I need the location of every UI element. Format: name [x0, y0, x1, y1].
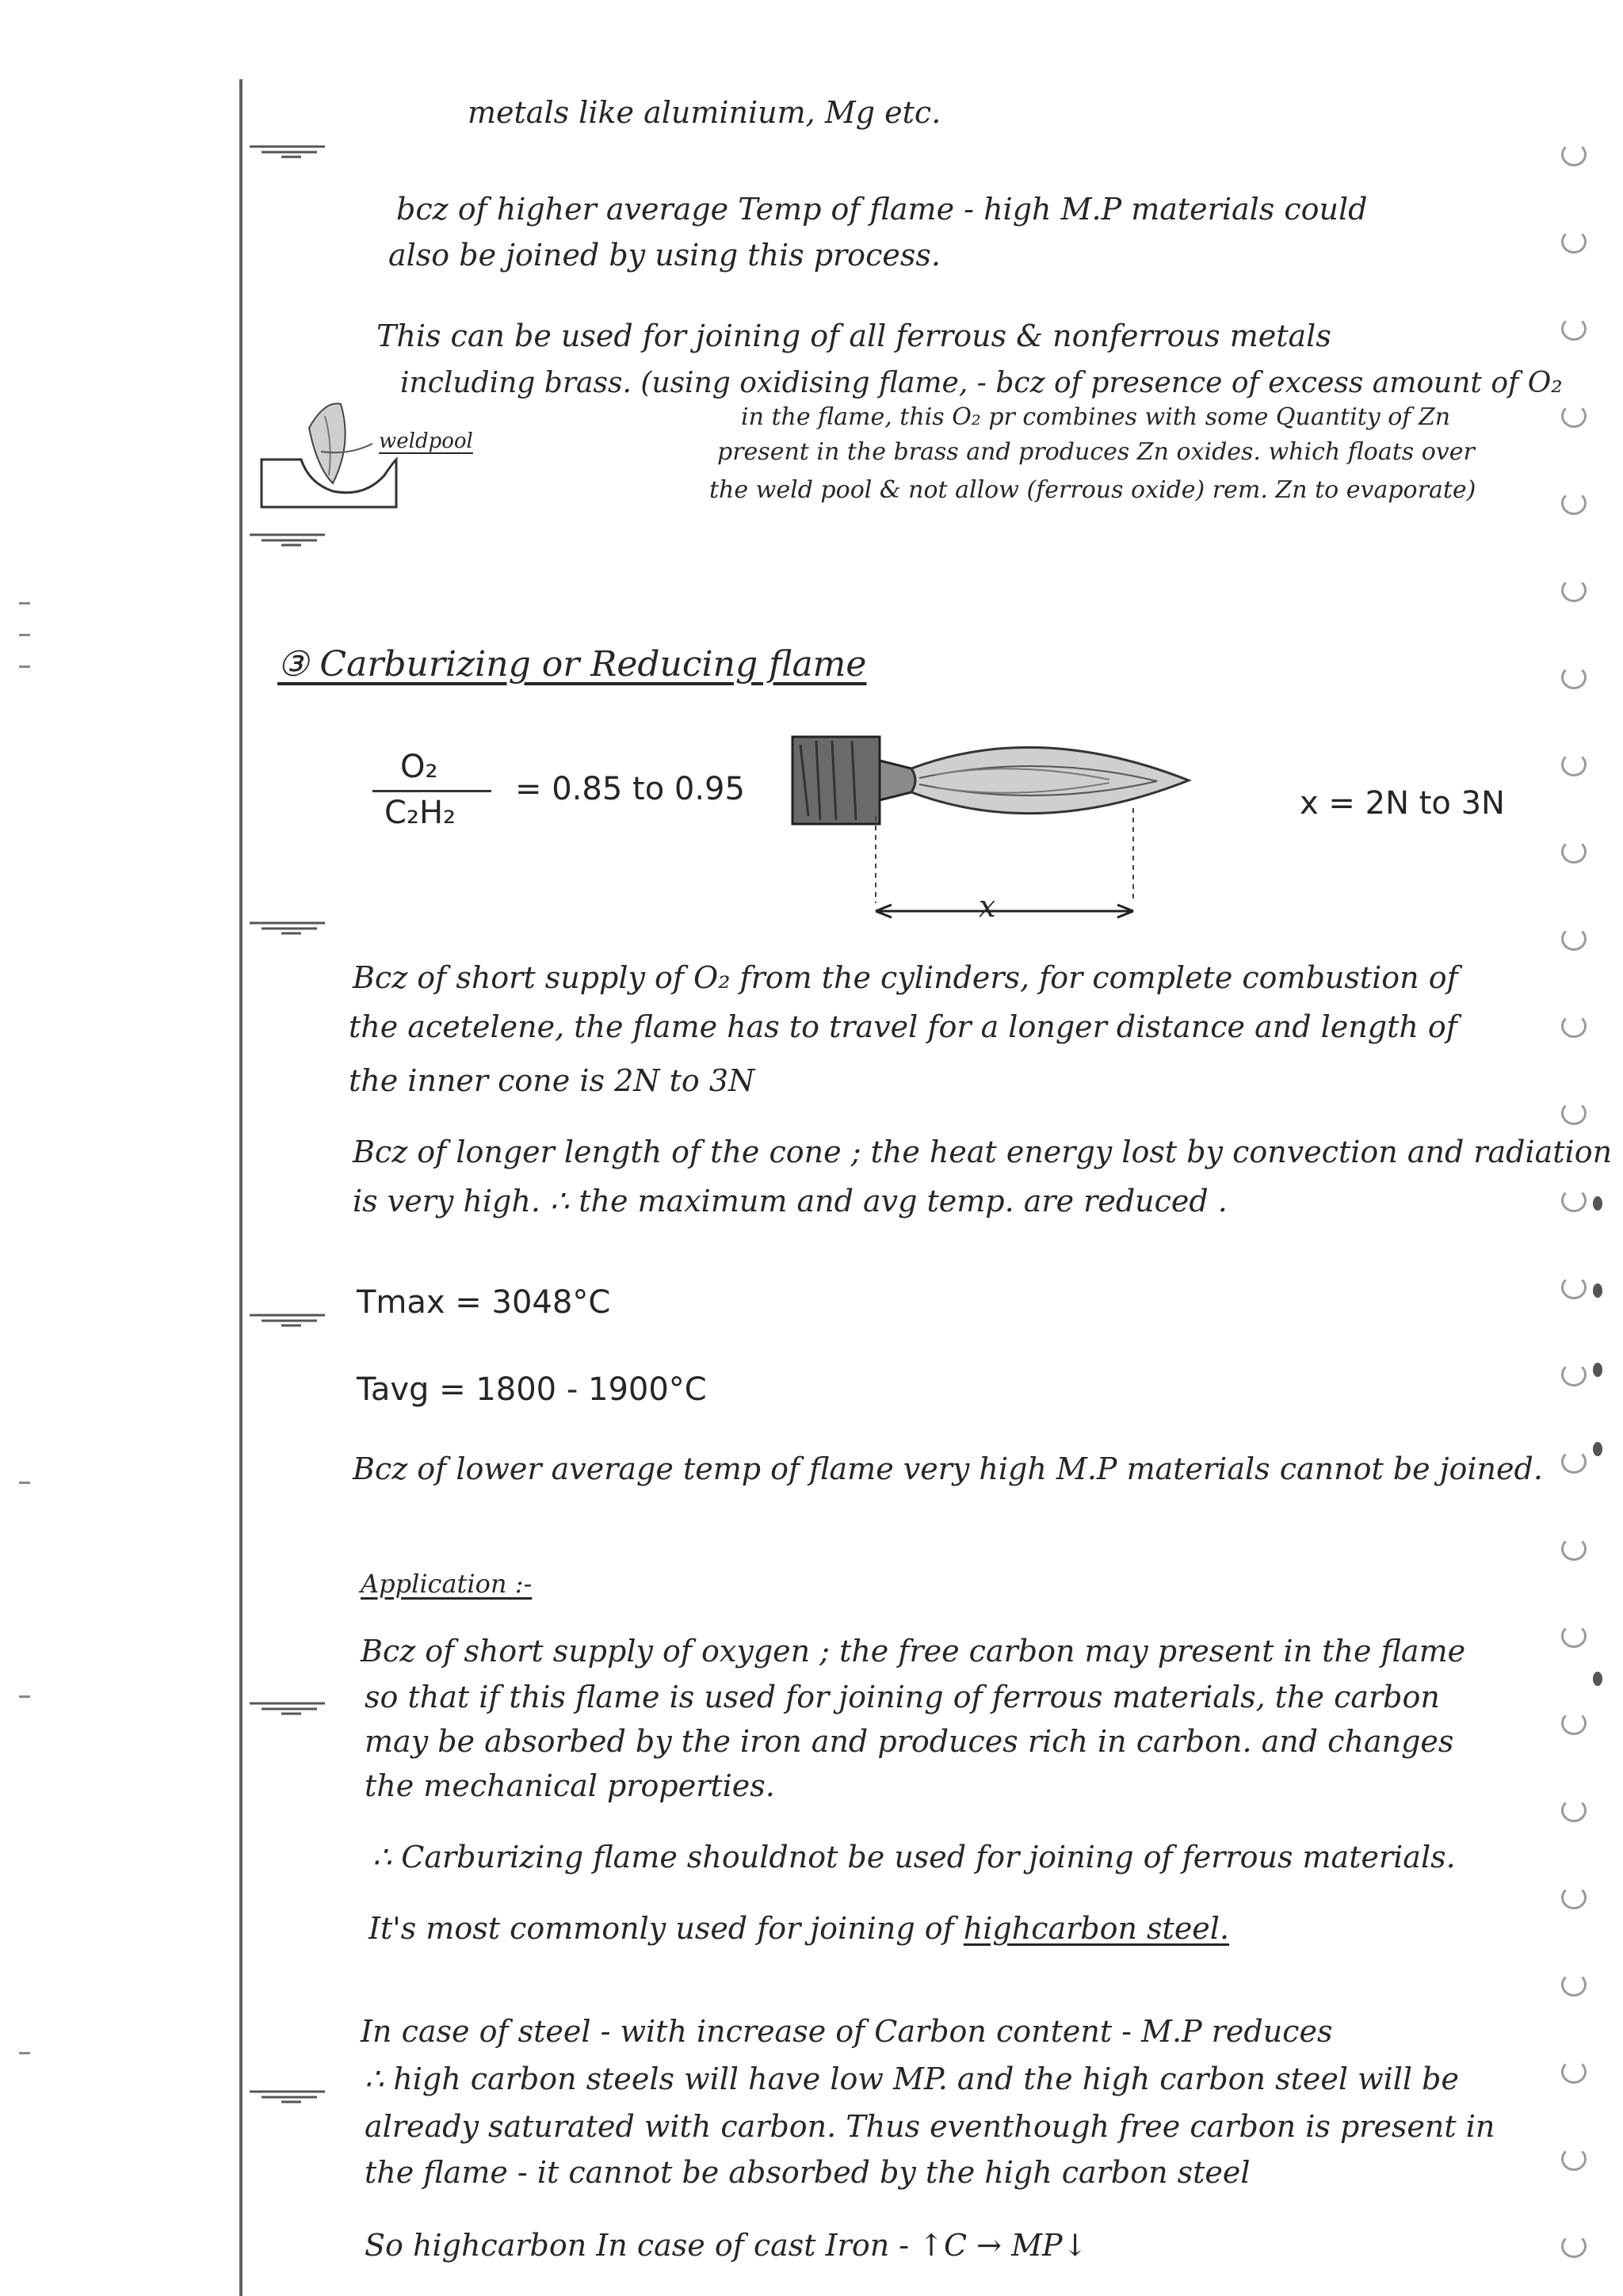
punch-mark-icon	[246, 1691, 333, 1723]
note-text: It's most commonly used for joining of	[369, 1911, 954, 1946]
page-edge-marks	[0, 0, 48, 2296]
note-line: So highcarbon In case of cast Iron - ↑C → MP↓	[365, 2228, 1088, 2263]
note-line: may be absorbed by the iron and produces rich in carbon. and changes	[365, 1724, 1454, 1759]
application-label: Application :-	[361, 1569, 533, 1599]
note-line: Bcz of lower average temp of flame very high M.P materials cannot be joined.	[353, 1451, 1543, 1486]
note-line: already saturated with carbon. Thus eventhough free carbon is present in	[365, 2109, 1495, 2144]
note-line: the weld pool & not allow (ferrous oxide) rem. Zn to evaporate)	[709, 476, 1476, 504]
tmax-value: Tmax = 3048°C	[357, 1284, 611, 1321]
note-line: metals like aluminium, Mg etc.	[468, 95, 941, 130]
note-line: This can be used for joining of all ferrous & nonferrous metals	[376, 318, 1331, 353]
cone-length-label: x	[979, 889, 996, 924]
note-line: Bcz of short supply of O₂ from the cylinders, for complete combustion of	[353, 960, 1458, 995]
oxygen-acetylene-ratio	[372, 749, 745, 836]
note-line: Bcz of short supply of oxygen ; the free carbon may present in the flame	[361, 1634, 1466, 1669]
ratio-numerator: O₂	[400, 749, 438, 785]
weld-pool-label: weldpool	[379, 429, 473, 453]
note-line: in the flame, this O₂ pr combines with some Quantity of Zn	[741, 403, 1451, 431]
carburizing-flame-sketch	[777, 729, 1220, 935]
note-line: the inner cone is 2N to 3N	[349, 1063, 755, 1098]
note-line: also be joined by using this process.	[388, 238, 941, 273]
note-line: is very high. ∴ the maximum and avg temp. are reduced .	[353, 1184, 1228, 1219]
tavg-value: Tavg = 1800 - 1900°C	[357, 1371, 707, 1408]
weld-pool-sketch	[254, 396, 491, 523]
punch-mark-icon	[246, 2080, 333, 2111]
punch-mark-icon	[246, 1303, 333, 1335]
note-line: present in the brass and produces Zn oxides. which floats over	[717, 438, 1475, 466]
ratio-denominator: C₂H₂	[384, 795, 456, 831]
note-line: so that if this flame is used for joining of ferrous materials, the carbon	[365, 1680, 1440, 1714]
punch-mark-icon	[246, 523, 333, 555]
note-line: ∴ high carbon steels will have low MP. and the high carbon steel will be	[365, 2061, 1459, 2096]
punch-mark-icon	[246, 135, 333, 166]
highlighted-term: highcarbon steel.	[963, 1911, 1230, 1946]
margin-line	[239, 79, 242, 2296]
cone-length-relation: x = 2N to 3N	[1300, 785, 1505, 822]
section-heading: ③ Carburizing or Reducing flame	[277, 644, 867, 685]
note-line: Bcz of longer length of the cone ; the heat energy lost by convection and radiation	[353, 1135, 1613, 1169]
note-line: including brass. (using oxidising flame, - bcz of presence of excess amount of O₂	[400, 367, 1563, 399]
note-line: the acetelene, the flame has to travel for a longer distance and length of	[349, 1009, 1457, 1044]
note-line: ∴ Carburizing flame shouldnot be used for joining of ferrous materials.	[372, 1840, 1456, 1875]
note-line: In case of steel - with increase of Carbon content - M.P reduces	[361, 2014, 1333, 2049]
note-line: the mechanical properties.	[365, 1768, 775, 1803]
note-line	[369, 1909, 1229, 1947]
note-line: the flame - it cannot be absorbed by the high carbon steel	[365, 2155, 1251, 2190]
punch-mark-icon	[246, 911, 333, 943]
note-line: bcz of higher average Temp of flame - high M.P materials could	[396, 192, 1368, 227]
ratio-value: = 0.85 to 0.95	[515, 771, 745, 807]
